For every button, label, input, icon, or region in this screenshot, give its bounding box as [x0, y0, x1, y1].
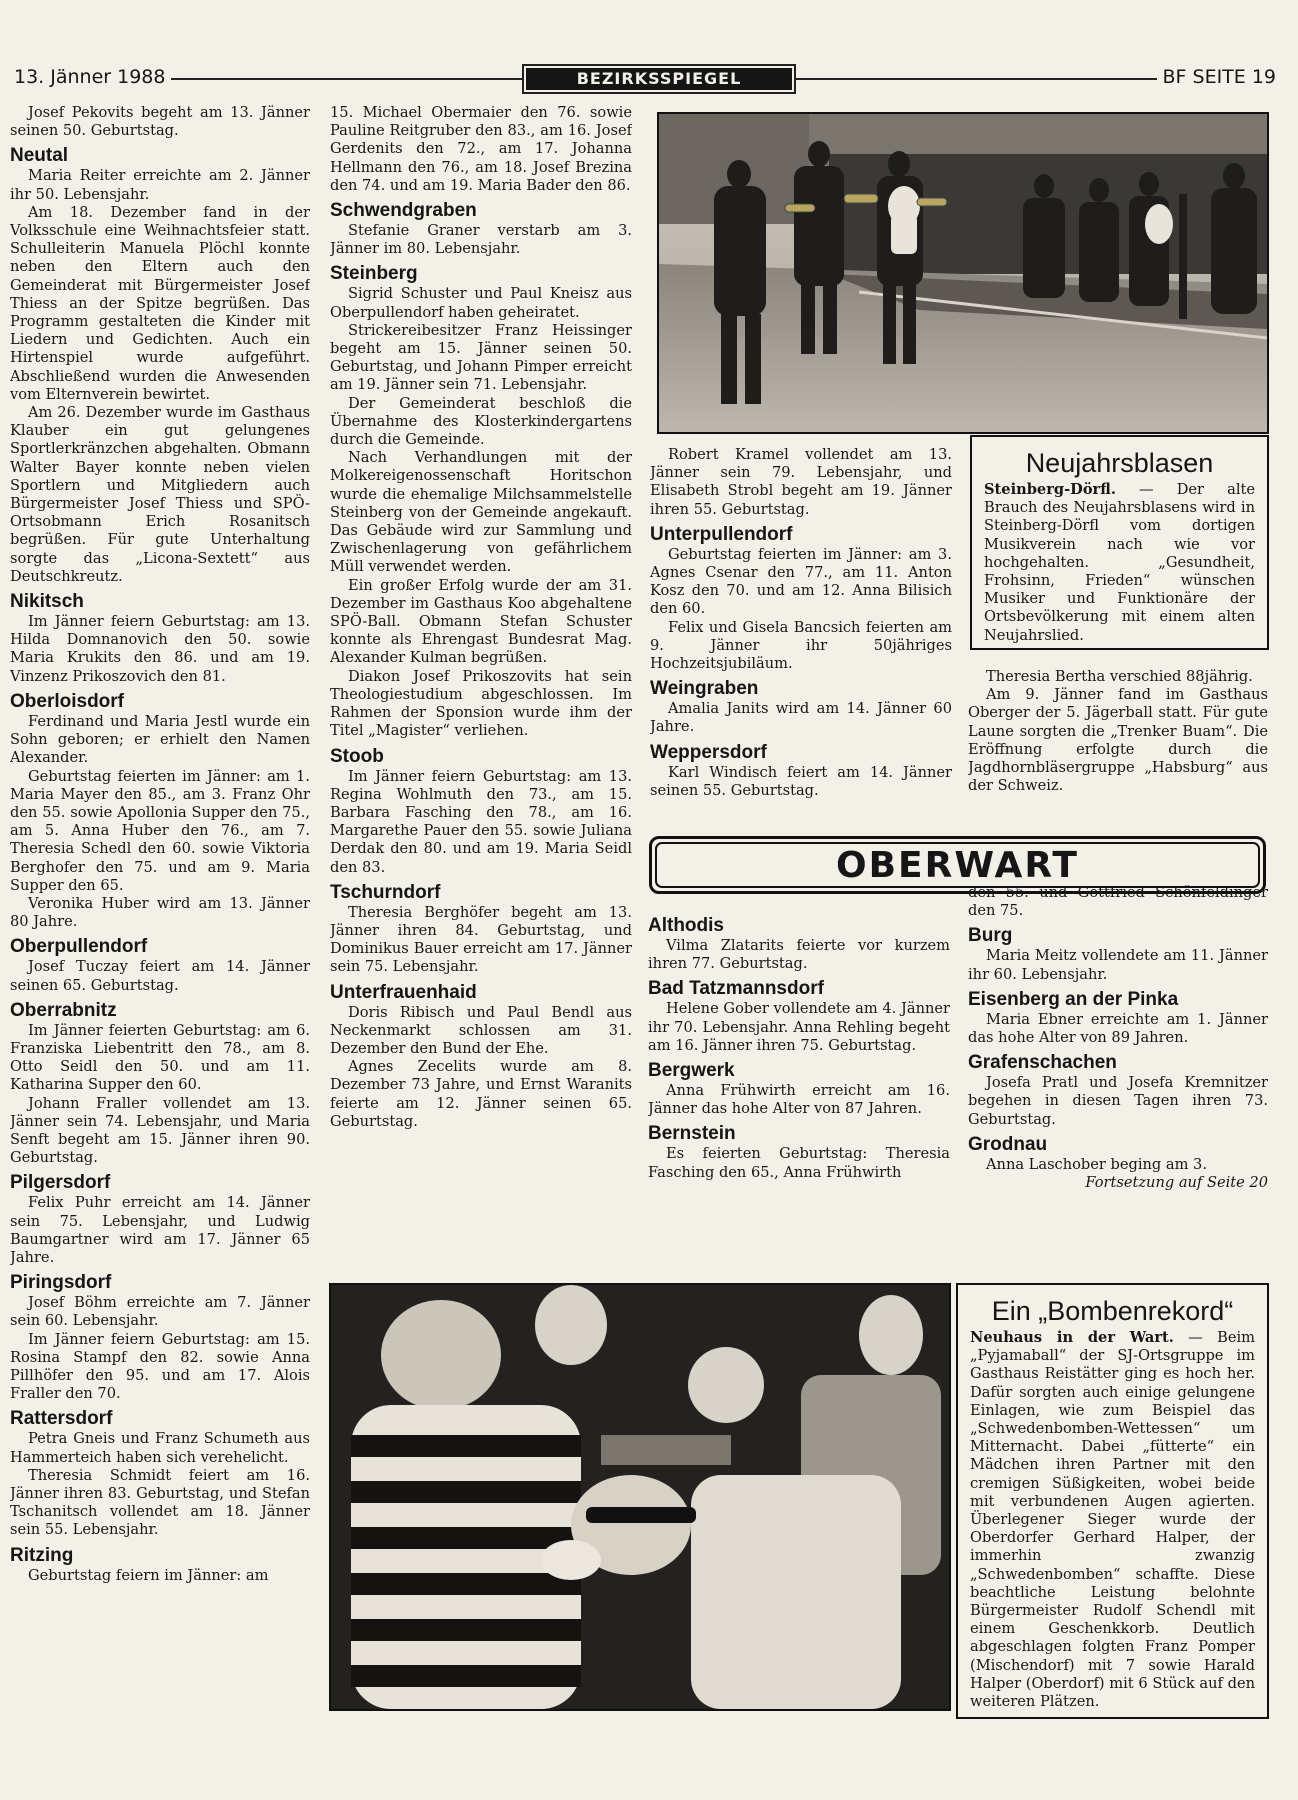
article-paragraph: Anna Laschober beging am 3.: [986, 1155, 1207, 1173]
section-label: BEZIRKSSPIEGEL: [526, 68, 792, 90]
article-paragraph: Josef Tuczay feiert am 14. Jänner seinen 65. Geburtstag.: [10, 958, 310, 994]
town-heading-pilgersdorf: Pilgersdorf: [10, 1172, 111, 1194]
bombenrekord-article-box: [956, 1283, 1269, 1719]
article-paragraph: Am 26. Dezember wurde im Gasthaus Klauber ein gut gelungenes Sportlerkränzchen abgehalten. Obmann Walter Bayer konnte neben vielen Sportlern und Mitgliedern auch Bürgermeister Josef Thiess und SPÖ-Ortsobmann Erich Rosanitsch begrüßen. Für gute Unterhaltung sorgte das „Licona-Sextett“ aus Deutschkreutz.: [10, 404, 310, 585]
article-paragraph: Josef Böhm erreichte am 7. Jänner sein 60. Lebensjahr.: [10, 1294, 310, 1330]
article-paragraph: Helene Gober vollendete am 4. Jänner ihr 70. Lebensjahr. Anna Rehling begeht am 16. Jänner ihren 75. Geburtstag.: [648, 1000, 950, 1054]
article-paragraph: Petra Gneis und Franz Schumeth aus Hammerteich haben sich verehelicht.: [10, 1430, 310, 1466]
article-paragraph: Theresia Schmidt feiert am 16. Jänner ihren 83. Geburtstag, und Stefan Tschanitsch vollendet am 18. Jänner sein 55. Lebensjahr.: [10, 1466, 310, 1539]
article-paragraph: Josefa Pratl und Josefa Kremnitzer begehen in diesen Tagen ihren 73. Geburtstag.: [968, 1074, 1268, 1128]
town-heading-tschurndorf: Tschurndorf: [330, 881, 441, 903]
district-title: OBERWART: [655, 842, 1260, 888]
article-paragraph: Anna Frühwirth erreicht am 16. Jänner das hohe Alter von 87 Jahren.: [648, 1082, 950, 1118]
article-paragraph: Karl Windisch feiert am 14. Jänner seinen 55. Geburtstag.: [650, 763, 952, 799]
article-paragraph: Agnes Zecelits wurde am 8. Dezember 73 Jahre, und Ernst Waranits feierte am 12. Jänner seinen 65. Geburtstag.: [330, 1058, 632, 1130]
box-headline: Neujahrsblasen: [1025, 448, 1214, 478]
article-paragraph: Es feierten Geburtstag: Theresia Fasching den 65., Anna Frühwirth: [648, 1145, 950, 1181]
town-heading-ritzing: Ritzing: [10, 1544, 74, 1566]
town-heading-oberloisdorf: Oberloisdorf: [10, 690, 125, 712]
issue-date: 13. Jänner 1988: [14, 66, 171, 88]
party-scene-image: [331, 1285, 949, 1709]
section-label-box: [522, 64, 796, 94]
page-header: [14, 64, 1276, 94]
article-paragraph: Johann Fraller vollendet am 13. Jänner sein 74. Lebensjahr, und Maria Senft begeht am 15. Jänner ihren 90. Geburtstag.: [10, 1094, 310, 1167]
town-heading-burg: Burg: [968, 925, 1013, 947]
town-heading-weppersdorf: Weppersdorf: [650, 741, 767, 763]
town-heading-schwendgraben: Schwendgraben: [330, 200, 477, 222]
article-paragraph: den 55. und Gottfried Schönfeldinger den 75.: [968, 884, 1268, 920]
article-paragraph: Theresia Berghöfer begeht am 13. Jänner ihren 84. Geburtstag, und Dominikus Bauer erreicht am 17. Jänner sein 75. Lebensjahr.: [330, 903, 632, 976]
article-paragraph: Stefanie Graner verstarb am 3. Jänner im 80. Lebensjahr.: [330, 222, 632, 258]
box-dateline: Neuhaus in der Wart.: [970, 1329, 1174, 1346]
town-heading-bernstein: Bernstein: [648, 1123, 736, 1145]
box-headline: Ein „Bombenrekord“: [991, 1296, 1234, 1326]
article-paragraph: Strickereibesitzer Franz Heissinger begeht am 15. Jänner seinen 50. Geburtstag, und Johann Pimper erreicht am 19. Jänner sein 71. Lebensjahr.: [330, 321, 632, 394]
article-paragraph: Ferdinand und Maria Jestl wurde ein Sohn geboren; er erhielt den Namen Alexander.: [10, 712, 310, 767]
article-paragraph: Doris Ribisch und Paul Bendl aus Neckenmarkt schlossen am 31. Dezember den Bund der Ehe.: [330, 1003, 632, 1057]
column-4: [968, 668, 1268, 820]
article-paragraph: Nach Verhandlungen mit der Molkereigenossenschaft Horitschon wurde die ehemalige Milchsammelstelle Steinberg von der Gemeinde angekauft. Das Gebäude wird zur Sammlung und Zwischenlagerung von gefährlichem Müll verwendet werden.: [330, 449, 632, 576]
article-paragraph: Felix Puhr erreicht am 14. Jänner sein 75. Lebensjahr, und Ludwig Baumgartner wird am 17. Jänner 65 Jahre.: [10, 1194, 310, 1266]
box-text: — Beim „Pyjamaball“ der SJ-Ortsgruppe im Gasthaus Reistätter ging es hoch her. Dafür sorgten auch einige gelungene Einlagen, wie zum Beispiel das „Schwedenbomben-Wettessen“ um Mitternacht. Dabei „fütterte“ ein Mädchen ihren Partner mit den cremigen Süßigkeiten, wobei beide mit verbundenen Augen agierten. Überlegener Sieger wurde der Oberdorfer Gerhard Halper, der immerhin zwanzig „Schwedenbomben“ schaffte. Diese beachtliche Leistung belohnte Bürgermeister Rudolf Schendl mit einem Geschenkkorb. Deutlich abgeschlagen folgten Franz Pomper (Mischendorf) mit 7 sowie Harald Halper (Oberdorf) mit 6 Stück auf den weiteren Plätzen.: [970, 1329, 1255, 1711]
article-paragraph: Im Jänner feiern Geburtstag: am 13. Hilda Domnanovich den 50. sowie Maria Krukits den 86. und am 19. Vinzenz Prikoszovich den 81.: [10, 613, 310, 685]
oberwart-column-left: [648, 910, 950, 1272]
town-heading-oberrabnitz: Oberrabnitz: [10, 999, 117, 1021]
article-paragraph: Maria Meitz vollendete am 11. Jänner ihr 60. Lebensjahr.: [968, 947, 1268, 983]
article-paragraph: Felix und Gisela Bancsich feierten am 9. Jänner ihr 50jähriges Hochzeitsjubiläum.: [650, 618, 952, 673]
article-paragraph: Diakon Josef Prikoszovits hat sein Theologiestudium abgeschlossen. Im Rahmen der Sponsion wurde ihm der Titel „Magister“ verliehen.: [330, 667, 632, 740]
town-heading-nikitsch: Nikitsch: [10, 591, 84, 613]
town-heading-piringsdorf: Piringsdorf: [10, 1272, 112, 1294]
oberwart-column-right: [968, 884, 1268, 1272]
article-paragraph: Josef Pekovits begeht am 13. Jänner seinen 50. Geburtstag.: [10, 104, 310, 140]
town-heading-stoob: Stoob: [330, 745, 384, 767]
article-paragraph: 15. Michael Obermaier den 76. sowie Pauline Reitgruber den 83., am 16. Josef Gerdenits den 72., am 17. Johanna Hellmann den 76., am 18. Josef Brezina den 74. und am 19. Maria Bader den 86.: [330, 104, 632, 194]
town-heading-eisenberg: Eisenberg an der Pinka: [968, 988, 1179, 1010]
article-paragraph: Vilma Zlatarits feierte vor kurzem ihren 77. Geburtstag.: [648, 937, 950, 973]
article-paragraph: Am 18. Dezember fand in der Volksschule eine Weihnachtsfeier statt. Schulleiterin Manuela Plöchl konnte neben den Eltern auch den Gemeinderat mit Bürgermeister Josef Thiess an der Spitze begrüßen. Das Programm gestalteten die Kinder mit Liedern und Gedichten. Auch ein Hirtenspiel wurde aufgeführt. Abschließend wurden die Anwesenden vom Elternverein bewirtet.: [10, 203, 310, 403]
page-number: BF SEITE 19: [1157, 66, 1277, 88]
article-paragraph: Maria Ebner erreichte am 1. Jänner das hohe Alter von 89 Jahren.: [968, 1010, 1268, 1047]
article-paragraph: Im Jänner feiern Geburtstag: am 13. Regina Wohlmuth den 73., am 15. Barbara Fasching den 78., am 16. Margarethe Pauer den 55. sowie Juliana Derdak den 80. und am 19. Maria Seidl den 83.: [330, 767, 632, 876]
article-paragraph: Geburtstag feiern im Jänner: am: [28, 1566, 269, 1584]
column-2: [330, 104, 632, 1264]
town-heading-grodnau: Grodnau: [968, 1133, 1048, 1155]
article-paragraph: Am 9. Jänner fand im Gasthaus Oberger der 5. Jägerball statt. Für gute Laune sorgten die „Trenker Buam“. Die Eröffnung erfolgte durch die Jagdhornbläsergruppe „Habsburg“ aus der Schweiz.: [968, 686, 1268, 795]
article-paragraph: Robert Kramel vollendet am 13. Jänner sein 79. Lebensjahr, und Elisabeth Strobl begeht am 19. Jänner ihren 55. Geburtstag.: [650, 446, 952, 518]
article-paragraph: Amalia Janits wird am 14. Jänner 60 Jahre.: [650, 700, 952, 736]
town-heading-steinberg: Steinberg: [330, 263, 418, 285]
box-text: — Der alte Brauch des Neujahrsblasens wird in Steinberg-Dörfl vom dortigen Musikverein nach wie vor hochgehalten. „Gesundheit, Frohsinn, Frieden“ wünschen Musiker und Funktionäre der Ortsbevölkerung mit einem alten Neujahrslied.: [984, 481, 1255, 644]
photo-neujahrsblasen: [657, 112, 1269, 434]
article-paragraph: Ein großer Erfolg wurde der am 31. Dezember im Gasthaus Koo abgehaltene SPÖ-Ball. Obmann Stefan Schuster konnte als Ehrengast Bundesrat Mag. Alexander Kulman begrüßen.: [330, 576, 632, 667]
town-heading-althodis: Althodis: [648, 915, 724, 936]
article-paragraph: Geburtstag feierten im Jänner: am 3. Agnes Csenar den 77., am 11. Anton Kosz den 70. und am 12. Anna Bilisich den 60.: [650, 545, 952, 618]
article-paragraph: Der Gemeinderat beschloß die Übernahme des Klosterkindergartens durch die Gemeinde.: [330, 394, 632, 449]
column-3: [650, 446, 952, 818]
photo-pyjamaball: [329, 1283, 951, 1711]
box-dateline: Steinberg-Dörfl.: [984, 481, 1116, 498]
town-heading-unterfrauenhaid: Unterfrauenhaid: [330, 981, 477, 1003]
town-heading-neutal: Neutal: [10, 145, 69, 167]
article-paragraph: Geburtstag feierten im Jänner: am 1. Maria Mayer den 85., am 3. Franz Ohr den 55. sowie Apollonia Supper den 75., am 5. Anna Huber den 76., am 7. Theresia Schedl den 60. sowie Viktoria Berghofer den 75. und am 9. Maria Supper den 65.: [10, 767, 310, 894]
town-heading-oberpullendorf: Oberpullendorf: [10, 936, 148, 958]
box-body: [984, 481, 1255, 645]
article-paragraph: Theresia Bertha verschied 88jährig.: [986, 668, 1253, 685]
column-1: [10, 104, 310, 1752]
article-paragraph: Im Jänner feierten Geburtstag: am 6. Franziska Liebentritt den 78., am 8. Otto Seidl den 50. und am 11. Katharina Supper den 60.: [10, 1021, 310, 1094]
box-body: [970, 1329, 1255, 1711]
town-heading-rattersdorf: Rattersdorf: [10, 1408, 113, 1430]
article-paragraph: Maria Reiter erreichte am 2. Jänner ihr 50. Lebensjahr.: [10, 167, 310, 203]
town-heading-bergwerk: Bergwerk: [648, 1060, 735, 1082]
town-heading-weingraben: Weingraben: [650, 678, 759, 700]
article-paragraph: Sigrid Schuster und Paul Kneisz aus Oberpullendorf haben geheiratet.: [330, 285, 632, 321]
article-paragraph: Im Jänner feiern Geburtstag: am 15. Rosina Stampf den 82. sowie Anna Pillhöfer den 95. und am 17. Alois Fraller den 70.: [10, 1330, 310, 1403]
neujahrsblasen-article-box: [970, 435, 1269, 650]
continued-note: Fortsetzung auf Seite 20: [1085, 1174, 1268, 1192]
town-heading-grafenschachen: Grafenschachen: [968, 1052, 1117, 1074]
street-scene-image: [659, 114, 1267, 432]
town-heading-bad-tatzmannsdorf: Bad Tatzmannsdorf: [648, 978, 824, 1000]
town-heading-unterpullendorf: Unterpullendorf: [650, 523, 793, 545]
article-paragraph: Veronika Huber wird am 13. Jänner 80 Jahre.: [10, 894, 310, 931]
